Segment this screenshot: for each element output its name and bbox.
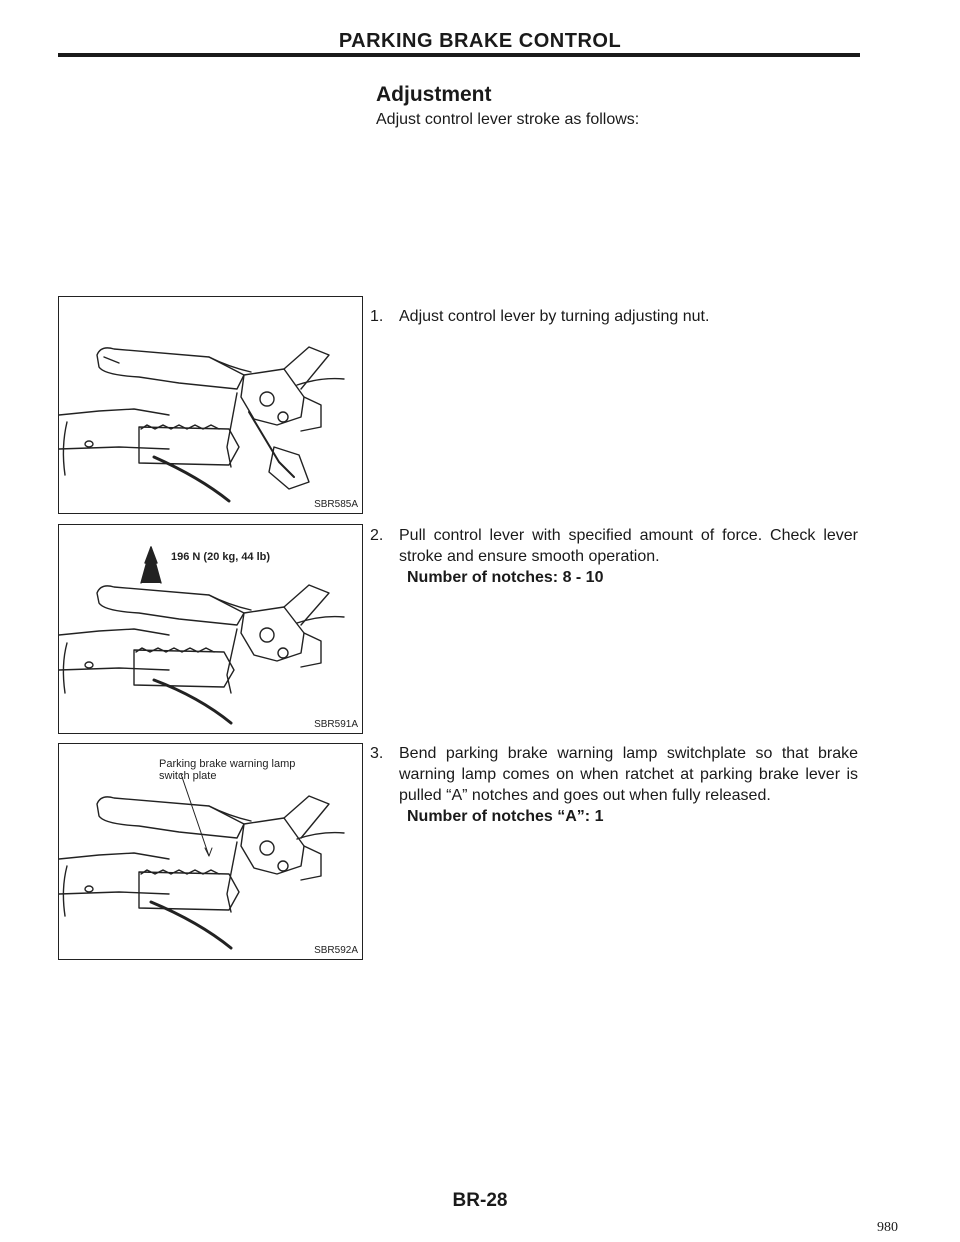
step-text: Bend parking brake warning lamp switchplate so that brake warning lamp comes on when ratchet at parking brake lever is pulled “A” notches and goes out when fully released. (399, 745, 858, 804)
step-spec: Number of notches “A”: 1 (407, 808, 604, 825)
page-number: 980 (877, 1220, 898, 1235)
step-number: 3. (370, 745, 384, 762)
switch-plate-label-line1: Parking brake warning lamp (159, 758, 296, 770)
parking-brake-lever-illustration (59, 297, 362, 513)
step-number: 1. (370, 308, 384, 325)
page-code: BR-28 (452, 1190, 508, 1211)
figure-code: SBR592A (314, 945, 358, 956)
figure-sbr592a (58, 743, 363, 960)
step-number: 2. (370, 527, 384, 544)
figure-sbr585a (58, 296, 363, 514)
step-text: Pull control lever with specified amount of force. Check lever stroke and ensure smooth operation. (399, 527, 858, 565)
header-rule (58, 53, 860, 57)
section-heading: Adjustment (376, 83, 492, 106)
page-title: PARKING BRAKE CONTROL (338, 30, 622, 52)
force-label: 196 N (20 kg, 44 lb) (171, 551, 271, 563)
figure-code: SBR591A (314, 719, 358, 730)
section-intro: Adjust control lever stroke as follows: (376, 111, 640, 128)
figure-sbr591a (58, 524, 363, 734)
step-text: Adjust control lever by turning adjusting nut. (399, 308, 710, 325)
switch-plate-label-line2: switch plate (159, 770, 217, 782)
switch-plate-label (159, 758, 295, 782)
step-spec: Number of notches: 8 - 10 (407, 569, 604, 586)
figure-code: SBR585A (314, 499, 358, 510)
